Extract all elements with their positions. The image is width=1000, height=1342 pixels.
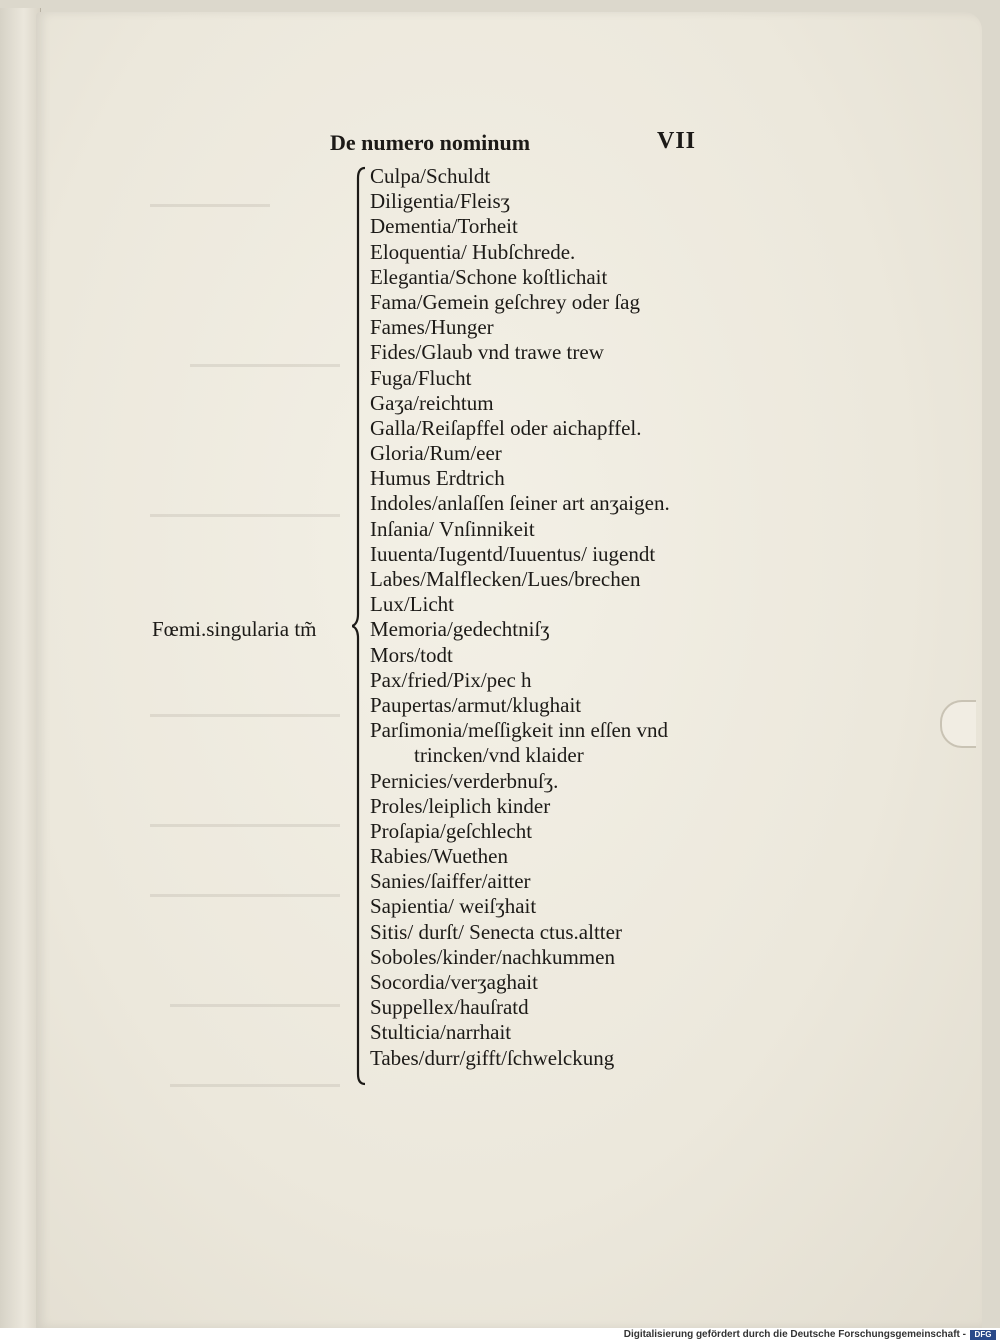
dfg-logo: DFG: [970, 1330, 996, 1340]
show-through-mark: [150, 700, 340, 717]
list-item: Proſapia/geſchlecht: [370, 818, 533, 843]
list-item-continuation: trincken/vnd klaider: [414, 743, 584, 768]
list-item: Tabes/durr/gifft/ſchwelckung: [370, 1045, 615, 1070]
list-item: Paupertas/armut/klughait: [370, 692, 582, 717]
list-item: Rabies/Wuethen: [370, 844, 508, 869]
show-through-mark: [170, 1070, 340, 1087]
list-item: Socordia/verʒaghait: [370, 970, 538, 994]
list-item: Stulticia/narrhait: [370, 1020, 512, 1045]
list-item: Lux/Licht: [370, 592, 454, 617]
list-item: Elegantia/Schone koſtlichait: [370, 264, 608, 289]
list-item: Gaʒa/reichtum: [370, 390, 494, 415]
list-item: Soboles/kinder/nachkummen: [370, 944, 615, 969]
list-item: Sanies/ſaiffer/aitter: [370, 869, 531, 894]
left-page-edge: [0, 8, 41, 1328]
digitization-footer: [0, 1328, 1000, 1342]
list-item: Pernicies/verderbnuſʒ.: [370, 768, 559, 793]
list-item: Suppellex/hauſratd: [370, 995, 529, 1020]
show-through-mark: [150, 190, 270, 207]
show-through-mark: [150, 880, 340, 897]
list-item: Fuga/Flucht: [370, 365, 472, 390]
show-through-mark: [150, 500, 340, 517]
show-through-mark: [150, 810, 340, 827]
list-item: Pax/fried/Pix/pec h: [370, 667, 532, 692]
gender-group-label: Fœmi.singularia tm̃: [152, 617, 317, 641]
show-through-mark: [190, 350, 340, 367]
show-through-mark: [170, 990, 340, 1007]
list-item: Proles/leiplich kinder: [370, 793, 551, 818]
funding-credit: Digitalisierung gefördert durch die Deutsche Forschungsgemeinschaft -: [623, 1329, 966, 1340]
list-item: Fames/Hunger: [370, 315, 494, 340]
list-item: Galla/Reiſapffel oder aichapffel.: [370, 415, 642, 440]
list-item: Iuuenta/Iugentd/Iuuentus/ iugendt: [370, 541, 656, 566]
list-item: Fama/Gemein geſchrey oder ſag: [370, 289, 640, 314]
page-header: [330, 130, 700, 158]
list-item: Sapientia/ weiſʒhait: [370, 894, 537, 919]
list-item: Culpa/Schuldt: [370, 164, 491, 188]
list-item: Sitis/ durſt/ Senecta ctus.altter: [370, 919, 622, 944]
list-item: Diligentia/Fleisʒ: [370, 189, 510, 214]
list-item: Parſimonia/meſſigkeit inn eſſen vnd: [370, 718, 669, 743]
list-item: Gloria/Rum/eer: [370, 441, 502, 466]
list-item: Mors/todt: [370, 642, 453, 667]
list-item: Eloquentia/ Hubſchrede.: [370, 239, 576, 264]
list-item: Dementia/Torheit: [370, 214, 518, 239]
list-item: Memoria/gedechtniſʒ: [370, 617, 550, 642]
list-item: Inſania/ Vnſinnikeit: [370, 516, 535, 541]
curly-brace: [352, 166, 366, 1086]
page-tab: [940, 700, 976, 748]
folio-number: VII: [656, 128, 696, 154]
list-item: Humus Erdtrich: [370, 466, 505, 491]
list-item: Indoles/anlaſſen ſeiner art anʒaigen.: [370, 491, 670, 516]
entry-list: [370, 164, 770, 1071]
running-head: De numero nominum: [330, 130, 531, 155]
list-item: Labes/Malflecken/Lues/brechen: [370, 567, 641, 591]
list-item: Fides/Glaub vnd trawe trew: [370, 340, 604, 365]
